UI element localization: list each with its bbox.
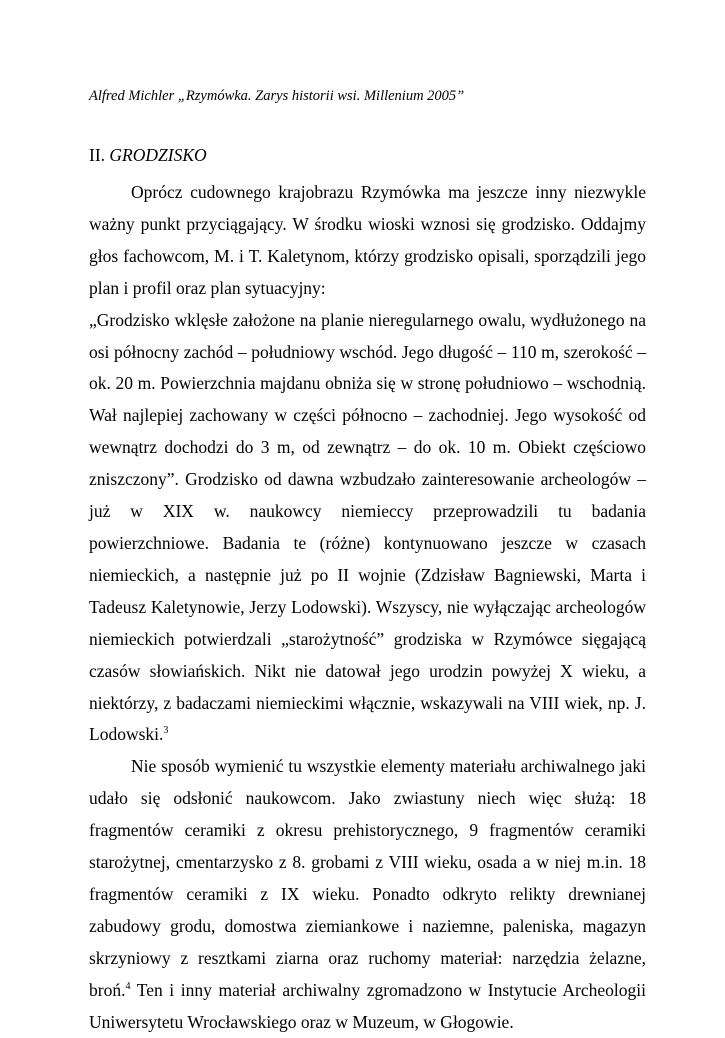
running-header: Alfred Michler „Rzymówka. Zarys historii wsi. Millenium 2005” — [89, 88, 465, 104]
paragraph-1 — [89, 177, 646, 305]
chapter-heading — [89, 143, 207, 167]
paragraph-3-text-b: Ten i inny materiał archiwalny zgromadzono w Instytucie Archeologii Uniwersytetu Wrocławskiego oraz w Muzeum, w Głogowie. — [89, 979, 646, 1032]
paragraph-3-text-a: Nie sposób wymienić tu wszystkie elementy materiału archiwalnego jaki udało się odsłonić naukowcom. Jako zwiastuny niech więc służą: 18 fragmentów ceramiki z okresu prehistorycznego, 9 fragmentów ceramiki starożytnej, cmentarzysko z 8. grobami z VIII wieku, osada a w niej m.in. 18 fragmentów ceramiki z IX wieku. Ponadto odkryto relikty drewnianej zabudowy grodu, domostwa ziemiankowe i naziemne, paleniska, magazyn skrzyniowy z resztkami ziarna oraz ruchomy materiał: narzędzia żelazne, broń. — [89, 756, 646, 1000]
footnote-ref-4[interactable]: 4 — [125, 980, 131, 992]
paragraph-3 — [89, 751, 646, 1038]
body-text — [89, 177, 646, 1038]
paragraph-1-text: Oprócz cudownego krajobrazu Rzymówka ma jeszcze inny niezwykle ważny punkt przyciągający. W środku wioski wznosi się grodzisko. Oddajmy głos fachowcom, M. i T. Kaletynom, którzy grodzisko opisali, sporządzili jego plan i profil oraz plan sytuacyjny: — [89, 182, 646, 298]
paragraph-2-text: „Grodzisko wklęsłe założone na planie nieregularnego owalu, wydłużonego na osi północny zachód – południowy wschód. Jego długość – 110 m, szerokość – ok. 20 m. Powierzchnia majdanu obniża się w stronę południowo – wschodnią. Wał najlepiej zachowany w części północno – zachodniej. Jego wysokość od wewnątrz dochodzi do 3 m, od zewnątrz – do ok. 10 m. Obiekt częściowo zniszczony”. Grodzisko od dawna wzbudzało zainteresowanie archeologów – już w XIX w. naukowcy niemieccy przeprowadzili tu badania powierzchniowe. Badania te (różne) kontynuowano jeszcze w czasach niemieckich, a następnie już po II wojnie (Zdzisław Bagniewski, Marta i Tadeusz Kaletynowie, Jerzy Lodowski). Wszyscy, nie wyłączając archeologów niemieckich potwierdzali „starożytność” grodziska w Rzymówce sięgającą czasów słowiańskich. Nikt nie datował jego urodzin powyżej X wieku, a niektórzy, z badaczami niemieckimi włącznie, wskazywali na VIII wiek, np. J. Lodowski. — [89, 309, 646, 745]
chapter-title: GRODZISKO — [109, 145, 207, 165]
footnote-ref-3[interactable]: 3 — [163, 725, 169, 737]
paragraph-2-quote — [89, 305, 646, 752]
chapter-number: II. — [89, 145, 106, 165]
